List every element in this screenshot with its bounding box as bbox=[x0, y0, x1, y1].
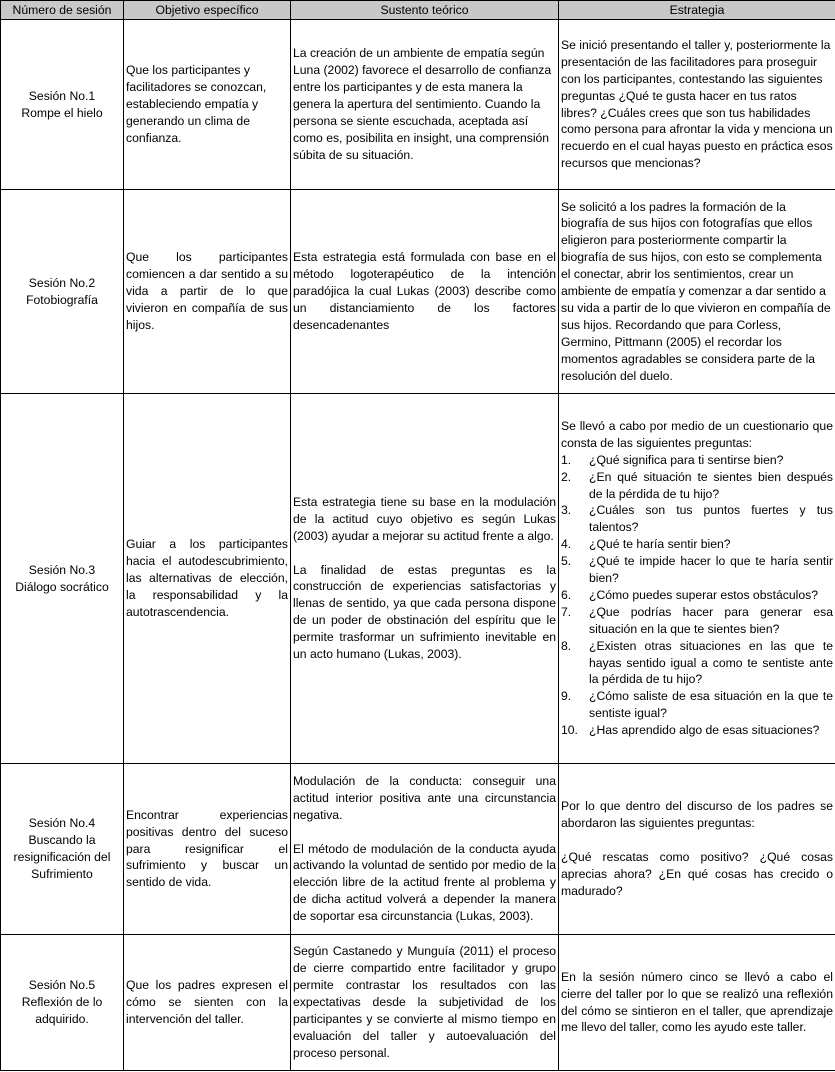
objective-cell: Encontrar experiencias positivas dentro del suceso para resignificar el sufrimiento y buscar un sentido de vida. bbox=[124, 764, 291, 935]
theory-paragraph: Según Castanedo y Munguía (2011) el proceso de cierre compartido entre facilitador y grupo permite contrastar los resultados con las expectativas desde la subjetividad de los participantes y se convierte al mismo tiempo en evaluación del taller y autoevaluación del proceso personal. bbox=[293, 944, 556, 1060]
strategy-cell bbox=[559, 394, 835, 764]
question-text: ¿Que podrías hacer para generar esa situación en la que te sientes bien? bbox=[589, 604, 833, 636]
question-text: ¿Cómo puedes superar estos obstáculos? bbox=[589, 587, 818, 602]
list-item bbox=[561, 638, 833, 689]
session-title: Diálogo socrático bbox=[15, 579, 109, 594]
question-number: 10. bbox=[561, 723, 578, 738]
question-number: 9. bbox=[561, 689, 572, 704]
session-number: Sesión No.3 bbox=[28, 562, 96, 577]
theory-cell bbox=[291, 20, 559, 190]
session-number: Sesión No.2 bbox=[28, 275, 96, 290]
list-item bbox=[561, 469, 833, 503]
strategy-cell bbox=[559, 935, 835, 1071]
objective-cell: Que los participantes comiencen a dar sentido a su vida a partir de lo que vivieron en compañía de sus hijos. bbox=[124, 190, 291, 394]
list-item bbox=[561, 688, 833, 722]
table-row bbox=[1, 190, 835, 394]
session-number: Sesión No.5 bbox=[28, 978, 96, 993]
session-number: Sesión No.1 bbox=[28, 88, 96, 103]
session-title: Reflexión de lo adquirido. bbox=[21, 995, 103, 1026]
strategy-paragraph: ¿Qué rescatas como positivo? ¿Qué cosas aprecias ahora? ¿En qué cosas has crecido o madurado? bbox=[561, 849, 833, 898]
header-strategy: Estrategia bbox=[559, 1, 835, 20]
header-row bbox=[1, 1, 835, 20]
header-theory: Sustento teórico bbox=[291, 1, 559, 20]
theory-paragraph: Modulación de la conducta: conseguir una actitud interior positiva ante una circunstancia negativa. bbox=[293, 773, 556, 822]
question-text: ¿Cómo saliste de esa situación en la que te sentiste igual? bbox=[589, 689, 833, 721]
strategy-paragraph: Por lo que dentro del discurso de los padres se abordaron las siguientes preguntas: bbox=[561, 799, 833, 831]
question-text: ¿Qué significa para ti sentirse bien? bbox=[589, 452, 784, 467]
question-text: ¿En qué situación te sientes bien después de la pérdida de tu hijo? bbox=[589, 469, 833, 501]
theory-cell bbox=[291, 190, 559, 394]
list-item bbox=[561, 587, 833, 604]
list-item bbox=[561, 553, 833, 587]
session-cell bbox=[1, 764, 124, 935]
question-text: ¿Cuáles son tus puntos fuertes y tus talentos? bbox=[589, 503, 833, 535]
session-number: Sesión No.4 bbox=[28, 816, 96, 831]
list-item bbox=[561, 502, 833, 536]
table-row bbox=[1, 764, 835, 935]
theory-paragraph: Esta estrategia tiene su base en la modulación de la actitud cuyo objetivo es según Lukas (2003) ayudar a mejorar su actitud frente a algo. bbox=[293, 494, 556, 543]
session-cell bbox=[1, 394, 124, 764]
strategy-paragraph: Se inició presentando el taller y, posteriormente la presentación de las facilitadores para proseguir con los participantes, contestando las siguientes preguntas ¿Qué te gusta hacer en tus ratos libres? ¿Cuáles crees que son tus habilidades como persona para afrontar la vida y menciona un recuerdo en el cual hayas puesto en práctica esos recursos que mencionas? bbox=[561, 37, 833, 171]
strategy-intro: Se llevó a cabo por medio de un cuestionario que consta de las siguientes preguntas: bbox=[561, 418, 833, 450]
question-number: 7. bbox=[561, 604, 572, 619]
theory-cell bbox=[291, 394, 559, 764]
objective-cell: Guiar a los participantes hacia el autodescubrimiento, las alternativas de elección, la responsabilidad y la autotrascendencia. bbox=[124, 394, 291, 764]
strategy-paragraph: Se solicitó a los padres la formación de la biografía de sus hijos con fotografías que ellos eligieron para posteriormente compartir la biografía de sus hijos, con esto se complementa el conectar, abrir los sentimientos, crear un ambiente de empatía y comenzar a dar sentido a su vida a partir de lo que vivieron en compañía de sus hijos. Recordando que para Corless, Germino, Pittmann (2005) el recordar los momentos agradables se considera parte de la resolución del duelo. bbox=[561, 199, 831, 383]
question-list bbox=[561, 452, 833, 739]
question-text: ¿Existen otras situaciones en las que te hayas sentido igual a como te sentiste ante la pérdida de tu hijo? bbox=[589, 638, 833, 687]
question-text: ¿Qué te impide hacer lo que te haría sentir bien? bbox=[589, 554, 833, 586]
question-text: ¿Has aprendido algo de esas situaciones? bbox=[589, 723, 820, 738]
strategy-cell bbox=[559, 764, 835, 935]
session-title: Rompe el hielo bbox=[21, 105, 103, 120]
list-item bbox=[561, 722, 833, 739]
theory-cell bbox=[291, 764, 559, 935]
table-row bbox=[1, 394, 835, 764]
theory-paragraph: El método de modulación de la conducta ayuda activando la voluntad de sentido por medio de la elección libre de la actitud frente al problema y de dicha actitud volverá a depender la manera de soportar esa circunstancia (Lukas, 2003). bbox=[293, 841, 556, 924]
strategy-paragraph: En la sesión número cinco se llevó a cabo el cierre del taller por lo que se realizó una reflexión del cómo se sintieron en el taller, que aprendizaje me llevo del taller, como les ayudo este taller. bbox=[561, 969, 833, 1035]
question-number: 1. bbox=[561, 452, 572, 467]
session-cell bbox=[1, 935, 124, 1071]
session-cell bbox=[1, 20, 124, 190]
session-cell bbox=[1, 190, 124, 394]
session-title: Buscando la resignificación del Sufrimiento bbox=[13, 833, 111, 881]
theory-paragraph: La creación de un ambiente de empatía según Luna (2002) favorece el desarrollo de confianza entre los participantes y de esta manera la genera la apertura del sentimiento. Cuando la persona se siente escuchada, aceptada así como es, posibilita en insight, una comprensión súbita de su situación. bbox=[293, 46, 552, 162]
question-number: 6. bbox=[561, 587, 572, 602]
question-text: ¿Qué te haría sentir bien? bbox=[589, 537, 731, 552]
theory-cell bbox=[291, 935, 559, 1071]
header-session: Número de sesión bbox=[1, 1, 124, 20]
list-item bbox=[561, 604, 833, 638]
question-number: 5. bbox=[561, 554, 572, 569]
question-number: 2. bbox=[561, 469, 572, 484]
strategy-cell bbox=[559, 190, 835, 394]
table-row bbox=[1, 935, 835, 1071]
list-item bbox=[561, 536, 833, 553]
theory-paragraph: Esta estrategia está formulada con base en el método logoterapéutico de la intención paradójica la cual Lukas (2003) describe como un distanciamiento de los factores desencadenantes bbox=[293, 250, 556, 332]
question-number: 4. bbox=[561, 537, 572, 552]
question-number: 3. bbox=[561, 503, 572, 518]
question-number: 8. bbox=[561, 638, 572, 653]
header-objective: Objetivo específico bbox=[124, 1, 291, 20]
theory-paragraph: La finalidad de estas preguntas es la construcción de experiencias satisfactorias y llenas de sentido, ya que cada persona dispone de un poder de obstinación del espíritu que le permite trasformar un sufrimiento inevitable en un acto humano (Lukas, 2003). bbox=[293, 562, 556, 662]
session-title: Fotobiografía bbox=[26, 292, 98, 307]
strategy-cell bbox=[559, 20, 835, 190]
table-row bbox=[1, 20, 835, 190]
objective-cell: Que los participantes y facilitadores se conozcan, estableciendo empatía y generando un clima de confianza. bbox=[124, 20, 291, 190]
list-item bbox=[561, 452, 833, 469]
objective-cell: Que los padres expresen el cómo se sienten con la intervención del taller. bbox=[124, 935, 291, 1071]
